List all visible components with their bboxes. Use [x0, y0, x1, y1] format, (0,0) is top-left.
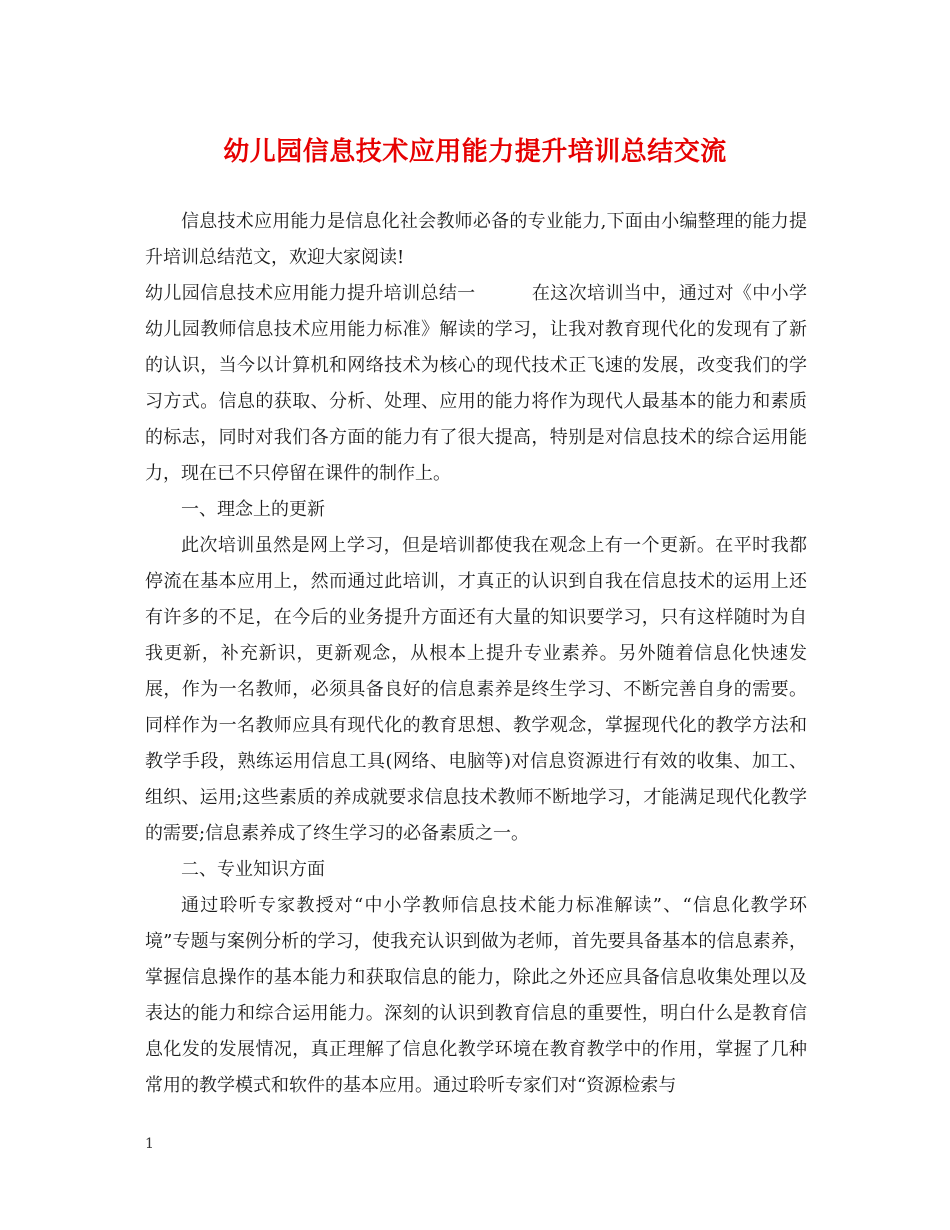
- summary-paragraph: [145, 276, 807, 492]
- document-body: [145, 204, 807, 1104]
- section2-heading: 二、专业知识方面: [181, 859, 325, 880]
- document-title: 幼儿园信息技术应用能力提升培训总结交流: [223, 137, 727, 167]
- page-number: 1: [145, 1136, 154, 1152]
- section1-paragraph: 此次培训虽然是网上学习，但是培训都使我在观念上有一个更新。在平时我都停流在基本应用上，然而通过此培训，才真正的认识到自我在信息技术的运用上还有许多的不足，在今后的业务提升方面还有大量的知识要学习，只有这样随时为自我更新，补充新识，更新观念，从根本上提升专业素养。另外随着信息化快速发展，作为一名教师，必须具备良好的信息素养是终生学习、不断完善自身的需要。同样作为一名教师应具有现代化的教育思想、教学观念，掌握现代化的教学方法和教学手段，熟练运用信息工具(网络、电脑等)对信息资源进行有效的收集、加工、组织、运用;这些素质的养成就要求信息技术教师不断地学习，才能满足现代化教学的需要;信息素养成了终生学习的必备素质之一。: [145, 535, 807, 844]
- section1-heading: 一、理念上的更新: [181, 499, 325, 520]
- summary-first-text: 在这次培训当中，通过对《中小学幼儿园教师信息技术应用能力标准》解读的学习，让我对教育现代化的发现有了新的认识，当今以计算机和网络技术为核心的现代技术正飞速的发展，改变我们的学习方式。信息的获取、分析、处理、应用的能力将作为现代人最基本的能力和素质的标志，同时对我们各方面的能力有了很大提高，特别是对信息技术的综合运用能力，现在已不只停留在课件的制作上。: [145, 283, 807, 484]
- summary-heading: 幼儿园信息技术应用能力提升培训总结一: [145, 283, 476, 304]
- section2-paragraph: 通过聆听专家教授对“中小学教师信息技术能力标准解读”、“信息化教学环境”专题与案例分析的学习，使我充认识到做为老师，首先要具备基本的信息素养，掌握信息操作的基本能力和获取信息的能力，除此之外还应具备信息收集处理以及表达的能力和综合运用能力。深刻的认识到教育信息的重要性，明白什么是教育信息化发的发展情况，真正理解了信息化教学环境在教育教学中的作用，掌握了几种常用的教学模式和软件的基本应用。通过聆听专家们对“资源检索与: [145, 895, 807, 1096]
- intro-paragraph: 信息技术应用能力是信息化社会教师必备的专业能力,下面由小编整理的能力提升培训总结范文，欢迎大家阅读!: [145, 211, 807, 268]
